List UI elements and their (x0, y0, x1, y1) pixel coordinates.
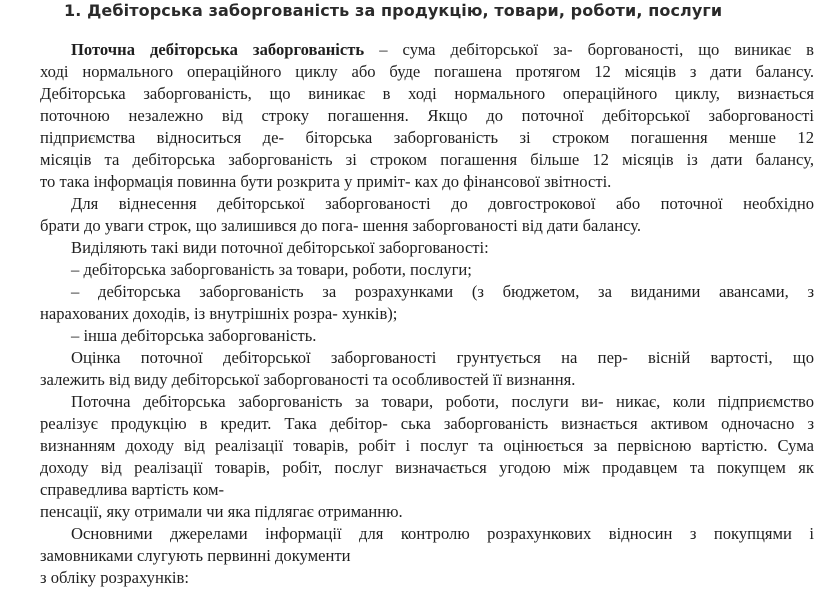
line-text: Оцінка поточної дебіторської заборгованості грунтується на пер- вісній вартості, що (71, 348, 814, 367)
text-line (40, 523, 814, 545)
text-line (40, 435, 814, 457)
text-line (40, 479, 814, 501)
line-text: з обліку розрахунків: (40, 568, 189, 587)
text-line (40, 127, 814, 149)
line-text: Основними джерелами інформації для контролю розрахункових відносин з покупцями і (71, 524, 814, 543)
text-line (40, 61, 814, 83)
term-bold: Поточна дебіторська заборгованість (71, 40, 365, 59)
line-text: – дебіторська заборгованість за розрахунками (з бюджетом, за виданими авансами, з (71, 282, 814, 301)
text-line (40, 171, 814, 193)
text-line (40, 105, 814, 127)
text-line (40, 457, 814, 479)
line-text: – інша дебіторська заборгованість. (71, 326, 317, 345)
text-line (40, 303, 814, 325)
body-text (40, 39, 814, 589)
line-text: нарахованих доходів, із внутрішніх розра- хунків); (40, 304, 398, 323)
text-line (40, 83, 814, 105)
line-text: Дебіторська заборгованість, що виникає в ході нормального операційного циклу, визнається (40, 84, 814, 103)
text-line (40, 567, 814, 589)
text-line (40, 259, 814, 281)
text-line (40, 325, 814, 347)
line-text: доходу від реалізації товарів, робіт, послуг визначається угодою між продавцем та покупцем як (40, 458, 814, 477)
line-text: Виділяють такі види поточної дебіторської заборгованості: (71, 238, 489, 257)
text-line (40, 413, 814, 435)
line-text: – дебіторська заборгованість за товари, роботи, послуги; (71, 260, 472, 279)
line-text: поточною незалежно від строку погашення. Якщо до поточної дебіторської заборгованості (40, 106, 814, 125)
line-text: Поточна дебіторська заборгованість за товари, роботи, послуги ви- никає, коли підприємство (71, 392, 814, 411)
text-line (40, 281, 814, 303)
text-line (40, 193, 814, 215)
line-text: справедлива вартість ком- (40, 480, 225, 499)
line-text: місяців та дебіторська заборгованість зі строком погашення більше 12 місяців із дати балансу, (40, 150, 814, 169)
line-text: пенсації, яку отримали чи яка підлягає отриманню. (40, 502, 403, 521)
text-line (40, 237, 814, 259)
text-line (40, 215, 814, 237)
line-text: Для віднесення дебіторської заборгованості до довгострокової або поточної необхідно (71, 194, 814, 213)
line-text: підприємства відноситься де- біторська заборгованість зі строком погашення менше 12 (40, 128, 814, 147)
text-line (40, 369, 814, 391)
line-text: визнанням доходу від реалізації товарів, робіт і послуг та оцінюється за первісною вартістю. Сума (40, 436, 814, 455)
line-text: – сума дебіторської за- боргованості, що виникає в (364, 40, 814, 59)
text-line (40, 545, 814, 567)
section-heading: 1. Дебіторська заборгованість за продукцію, товари, роботи, послуги (64, 1, 723, 20)
text-line (40, 149, 814, 171)
line-text: реалізує продукцію в кредит. Така дебітор- ська заборгованість визнається активом одночасно з (40, 414, 814, 433)
line-text: ході нормального операційного циклу або буде погашена протягом 12 місяців з дати балансу. (40, 62, 814, 81)
text-line (40, 39, 814, 61)
text-line (40, 391, 814, 413)
text-line (40, 347, 814, 369)
line-text: замовниками слугують первинні документи (40, 546, 351, 565)
text-line (40, 501, 814, 523)
line-text: залежить від виду дебіторської заборгованості та особливостей її визнання. (40, 370, 576, 389)
line-text: брати до уваги строк, що залишився до пога- шення заборгованості від дати балансу. (40, 216, 642, 235)
line-text: то така інформація повинна бути розкрита у приміт- ках до фінансової звітності. (40, 172, 612, 191)
